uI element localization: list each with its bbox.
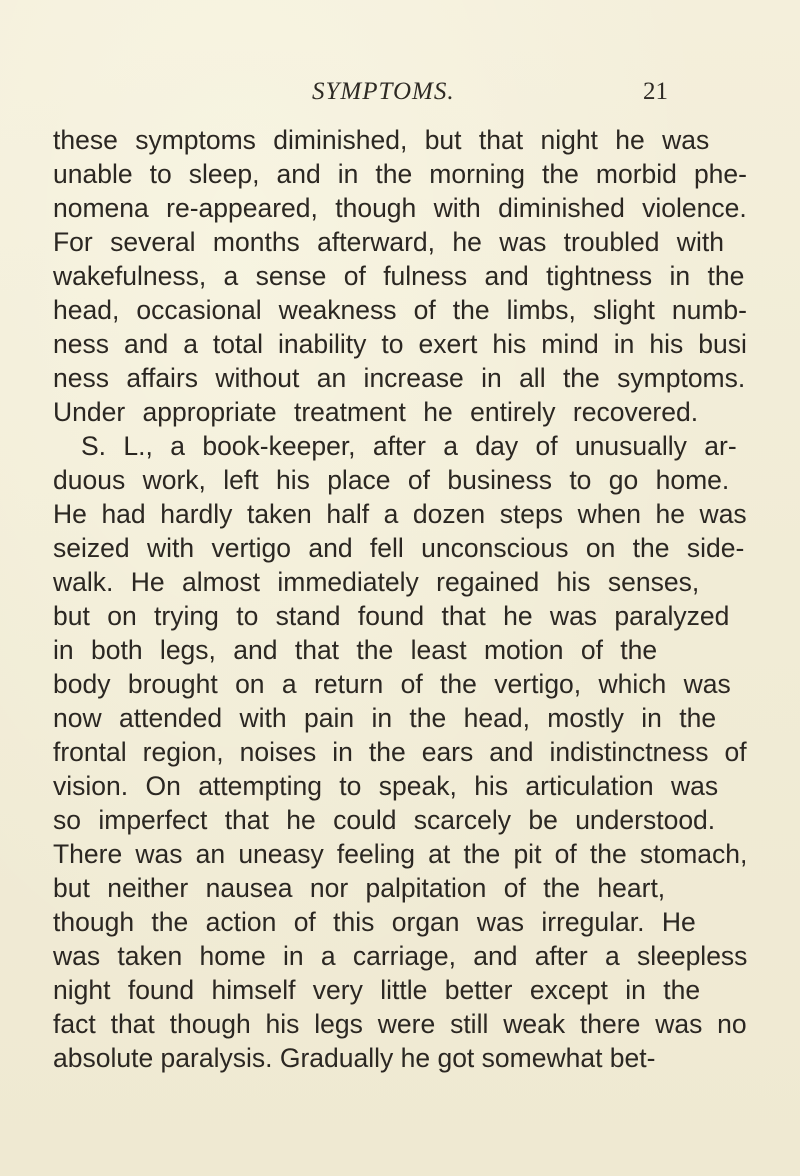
running-head bbox=[0, 78, 800, 118]
text-line: night found himself very little better except in the bbox=[53, 975, 701, 1005]
text-line: was taken home in a carriage, and after a sleepless bbox=[53, 941, 748, 971]
text-line: vision. On attempting to speak, his articulation was bbox=[53, 771, 719, 801]
text-line: frontal region, noises in the ears and indistinctness of bbox=[53, 737, 747, 767]
running-title: SYMPTOMS. bbox=[312, 78, 455, 105]
text-line: but on trying to stand found that he was paralyzed bbox=[53, 601, 730, 631]
text-line: in both legs, and that the least motion of the bbox=[53, 635, 658, 665]
text-line: duous work, left his place of business to go home. bbox=[53, 465, 730, 495]
text-line: these symptoms diminished, but that night he was bbox=[53, 125, 710, 155]
text-line: S. L., a book-keeper, after a day of unusually ar- bbox=[81, 431, 737, 461]
text-line: seized with vertigo and fell unconscious on the side- bbox=[53, 533, 745, 563]
text-line: so imperfect that he could scarcely be understood. bbox=[53, 805, 716, 835]
text-line: Under appropriate treatment he entirely recovered. bbox=[53, 397, 699, 427]
text-line: unable to sleep, and in the morning the morbid phe- bbox=[53, 159, 747, 189]
text-line: absolute paralysis. Gradually he got somewhat bet- bbox=[53, 1043, 656, 1073]
text-line: For several months afterward, he was troubled with bbox=[53, 227, 724, 257]
text-line: ness and a total inability to exert his mind in his busi bbox=[53, 329, 747, 359]
text-line: now attended with pain in the head, mostly in the bbox=[53, 703, 717, 733]
text-line: wakefulness, a sense of fulness and tightness in the bbox=[53, 261, 745, 291]
text-line: There was an uneasy feeling at the pit of the stomach, bbox=[53, 839, 748, 869]
text-line: body brought on a return of the vertigo, which was bbox=[53, 669, 731, 699]
text-line: walk. He almost immediately regained his senses, bbox=[53, 567, 700, 597]
text-line: nomena re-appeared, though with diminished violence. bbox=[53, 193, 747, 223]
text-line: head, occasional weakness of the limbs, slight numb- bbox=[53, 295, 747, 325]
text-line: ness affairs without an increase in all the symptoms. bbox=[53, 363, 746, 393]
text-line: fact that though his legs were still weak there was no bbox=[53, 1009, 747, 1039]
text-line: He had hardly taken half a dozen steps when he was bbox=[53, 499, 747, 529]
text-line: though the action of this organ was irregular. He bbox=[53, 907, 696, 937]
text-line: but neither nausea nor palpitation of the heart, bbox=[53, 873, 666, 903]
page-number: 21 bbox=[643, 78, 668, 105]
